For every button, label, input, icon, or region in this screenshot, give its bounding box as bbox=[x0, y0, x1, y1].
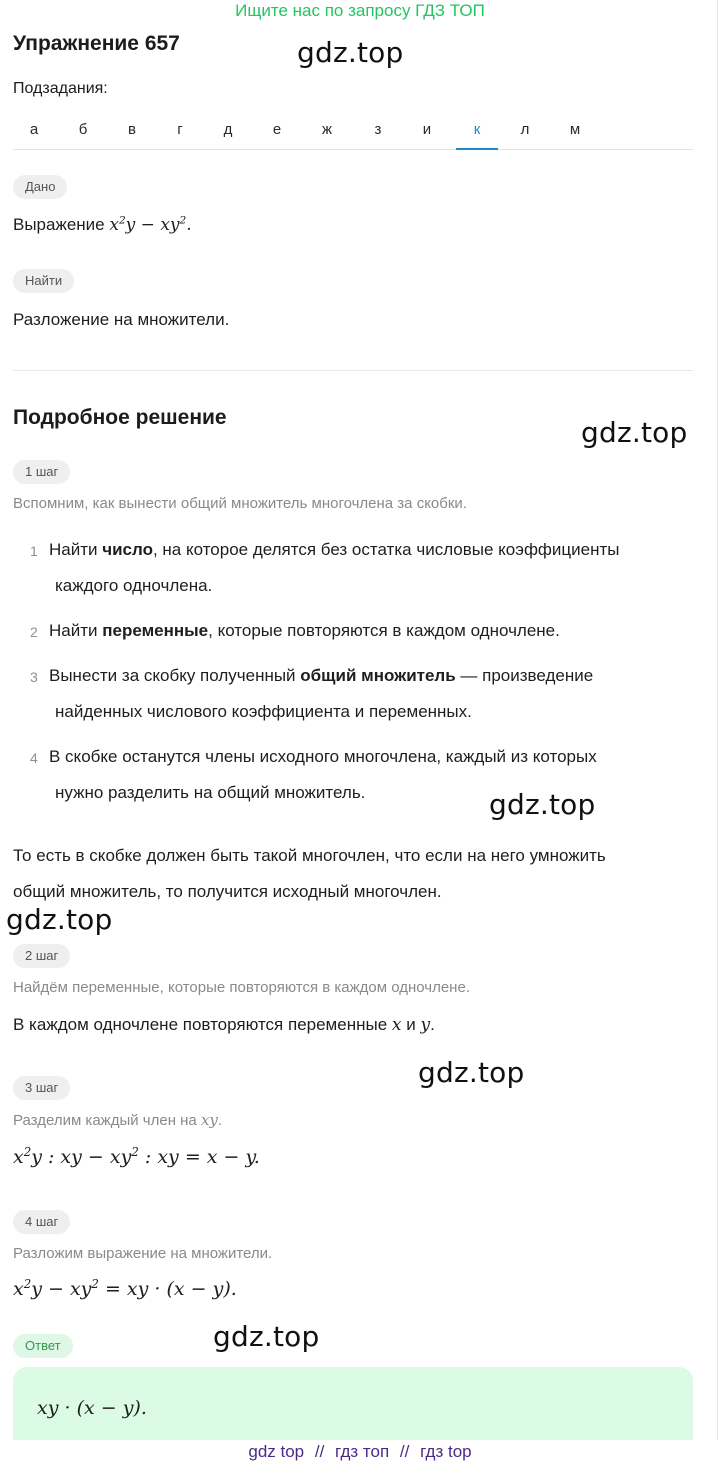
footer-link[interactable]: gdz top bbox=[248, 1442, 305, 1461]
watermark: gdz.top bbox=[213, 1320, 320, 1353]
tab-m[interactable]: м bbox=[569, 121, 581, 138]
footer-links bbox=[0, 1440, 720, 1467]
solution-title: Подробное решение bbox=[13, 406, 227, 429]
list-item-bold: переменные bbox=[102, 621, 209, 640]
given-badge: Дано bbox=[13, 175, 67, 199]
step-3-formula: $x^2y$ : xy − $xy^2$ : xy = x − y. bbox=[13, 1144, 260, 1168]
list-item bbox=[49, 613, 699, 649]
footer-link[interactable]: гдз топ bbox=[335, 1442, 390, 1461]
list-item-text: , которые повторяются в каждом одночлене. bbox=[208, 621, 560, 640]
list-item bbox=[49, 658, 699, 730]
watermark: gdz.top bbox=[6, 903, 113, 936]
tab-l[interactable]: л bbox=[520, 121, 530, 138]
list-item-text: Вынести за скобку полученный bbox=[49, 666, 301, 685]
list-item-text: Найти bbox=[49, 621, 103, 640]
list-item-bold: число bbox=[102, 540, 153, 559]
step-2-text-and: и bbox=[406, 1015, 416, 1034]
list-item-text: В скобке останутся члены исходного многочлена, каждый из которых bbox=[49, 747, 597, 766]
list-item-text: , на которое делятся без остатка числовые коэффициенты bbox=[152, 540, 620, 559]
subtasks-label: Подзадания: bbox=[13, 80, 108, 97]
step-2-badge: 2 шаг bbox=[13, 944, 70, 968]
list-item-continuation: каждого одночлена. bbox=[55, 576, 213, 595]
tab-zh[interactable]: ж bbox=[321, 121, 333, 138]
given-expression: $x^2y - xy^2$. bbox=[109, 214, 192, 235]
divisor-xy: xy bbox=[200, 1111, 218, 1129]
list-item-text: Найти bbox=[49, 540, 103, 559]
tab-d[interactable]: д bbox=[223, 121, 233, 138]
list-item-number: 2 bbox=[30, 624, 38, 640]
list-item-number: 3 bbox=[30, 669, 38, 685]
list-item-number: 1 bbox=[30, 543, 38, 559]
watermark: gdz.top bbox=[297, 36, 404, 69]
step-2-text: В каждом одночлене повторяются переменные x и y. bbox=[13, 1015, 435, 1035]
paragraph-line: общий множитель, то получится исходный многочлен. bbox=[13, 882, 442, 901]
tab-a[interactable]: а bbox=[29, 121, 39, 138]
tab-i[interactable]: и bbox=[422, 121, 432, 138]
right-edge-line bbox=[717, 0, 718, 1440]
footer-separator: // bbox=[314, 1442, 325, 1461]
step-2-hint: Найдём переменные, которые повторяются в каждом одночлене. bbox=[13, 979, 470, 996]
answer-badge: Ответ bbox=[13, 1334, 73, 1358]
tab-v[interactable]: в bbox=[128, 121, 136, 138]
find-text: Разложение на множители. bbox=[13, 310, 230, 329]
list-item-continuation: найденных числового коэффициента и переменных. bbox=[55, 702, 472, 721]
given-text bbox=[13, 214, 192, 236]
list-item-continuation: нужно разделить на общий множитель. bbox=[55, 783, 366, 802]
given-text-label: Выражение bbox=[13, 215, 105, 234]
list-item bbox=[49, 739, 699, 811]
step-2-text-main: В каждом одночлене повторяются переменные bbox=[13, 1015, 388, 1034]
step-4-badge: 4 шаг bbox=[13, 1210, 70, 1234]
footer-separator: // bbox=[399, 1442, 410, 1461]
tab-z[interactable]: з bbox=[374, 121, 382, 138]
list-item-bold: общий множитель bbox=[300, 666, 456, 685]
step-3-badge: 3 шаг bbox=[13, 1076, 70, 1100]
step-3-hint-text: Разделим каждый член на bbox=[13, 1112, 197, 1129]
top-banner[interactable]: Ищите нас по запросу ГДЗ ТОП bbox=[235, 1, 485, 20]
subtask-tabs bbox=[13, 112, 693, 150]
tab-g[interactable]: г bbox=[177, 121, 183, 138]
step-1-badge: 1 шаг bbox=[13, 460, 70, 484]
step-4-formula: $x^2y - xy^2$ = xy · (x − y). bbox=[13, 1276, 237, 1300]
watermark: gdz.top bbox=[418, 1056, 525, 1089]
step-1-hint: Вспомним, как вынести общий множитель многочлена за скобки. bbox=[13, 495, 467, 512]
footer-link[interactable]: гдз top bbox=[420, 1442, 472, 1461]
tab-k[interactable]: к bbox=[456, 112, 498, 150]
step-3-hint: Разделим каждый член на xy. bbox=[13, 1111, 223, 1129]
var-x: x bbox=[391, 1015, 402, 1035]
list-item-text: — произведение bbox=[455, 666, 594, 685]
tab-e[interactable]: е bbox=[272, 121, 282, 138]
list-item-number: 4 bbox=[30, 750, 38, 766]
page-title: Упражнение 657 bbox=[13, 32, 180, 55]
step-1-paragraph bbox=[13, 838, 703, 910]
watermark: gdz.top bbox=[489, 788, 596, 821]
find-badge: Найти bbox=[13, 269, 74, 293]
section-divider bbox=[13, 370, 693, 371]
watermark: gdz.top bbox=[581, 416, 688, 449]
list-item bbox=[49, 532, 699, 604]
tab-b[interactable]: б bbox=[78, 121, 88, 138]
var-y: y bbox=[420, 1015, 431, 1035]
step-4-hint: Разложим выражение на множители. bbox=[13, 1245, 273, 1262]
paragraph-line: То есть в скобке должен быть такой многочлен, что если на него умножить bbox=[13, 846, 606, 865]
answer-formula: xy · (x − y). bbox=[37, 1397, 147, 1419]
